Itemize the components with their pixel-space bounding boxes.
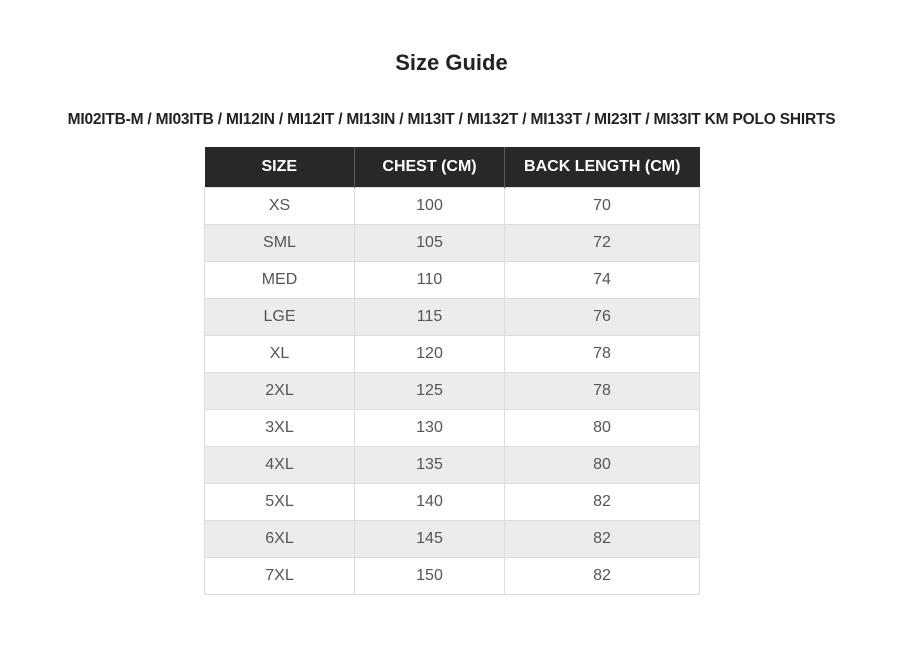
table-row	[205, 521, 700, 558]
table-row	[205, 299, 700, 336]
cell-back-length: 78	[505, 336, 700, 373]
size-table	[204, 147, 700, 595]
table-row	[205, 484, 700, 521]
table-row	[205, 373, 700, 410]
cell-chest: 140	[355, 484, 505, 521]
cell-back-length: 80	[505, 410, 700, 447]
page-title: Size Guide	[395, 50, 508, 75]
table-row	[205, 225, 700, 262]
header-chest: CHEST (CM)	[355, 147, 505, 188]
table-row	[205, 262, 700, 299]
cell-size: 5XL	[205, 484, 355, 521]
cell-back-length: 82	[505, 558, 700, 595]
cell-chest: 125	[355, 373, 505, 410]
cell-size: 7XL	[205, 558, 355, 595]
cell-chest: 150	[355, 558, 505, 595]
cell-size: MED	[205, 262, 355, 299]
cell-size: 3XL	[205, 410, 355, 447]
cell-back-length: 78	[505, 373, 700, 410]
cell-back-length: 82	[505, 484, 700, 521]
cell-size: LGE	[205, 299, 355, 336]
table-header-row	[205, 147, 700, 188]
cell-chest: 120	[355, 336, 505, 373]
cell-chest: 145	[355, 521, 505, 558]
cell-chest: 115	[355, 299, 505, 336]
cell-chest: 105	[355, 225, 505, 262]
table-row	[205, 188, 700, 225]
table-row	[205, 558, 700, 595]
header-back-length: BACK LENGTH (CM)	[505, 147, 700, 188]
cell-back-length: 70	[505, 188, 700, 225]
table-row	[205, 410, 700, 447]
cell-size: XS	[205, 188, 355, 225]
cell-size: 2XL	[205, 373, 355, 410]
product-codes-heading: MI02ITB-M / MI03ITB / MI12IN / MI12IT / MI13IN / MI13IT / MI132T / MI133T / MI23IT / MI33IT KM POLO SHIRTS	[67, 111, 836, 128]
cell-size: SML	[205, 225, 355, 262]
cell-back-length: 80	[505, 447, 700, 484]
cell-size: XL	[205, 336, 355, 373]
table-row	[205, 336, 700, 373]
cell-back-length: 74	[505, 262, 700, 299]
cell-back-length: 76	[505, 299, 700, 336]
header-size: SIZE	[205, 147, 355, 188]
table-row	[205, 447, 700, 484]
cell-back-length: 72	[505, 225, 700, 262]
cell-chest: 110	[355, 262, 505, 299]
cell-chest: 130	[355, 410, 505, 447]
cell-chest: 100	[355, 188, 505, 225]
cell-back-length: 82	[505, 521, 700, 558]
cell-size: 6XL	[205, 521, 355, 558]
cell-chest: 135	[355, 447, 505, 484]
cell-size: 4XL	[205, 447, 355, 484]
